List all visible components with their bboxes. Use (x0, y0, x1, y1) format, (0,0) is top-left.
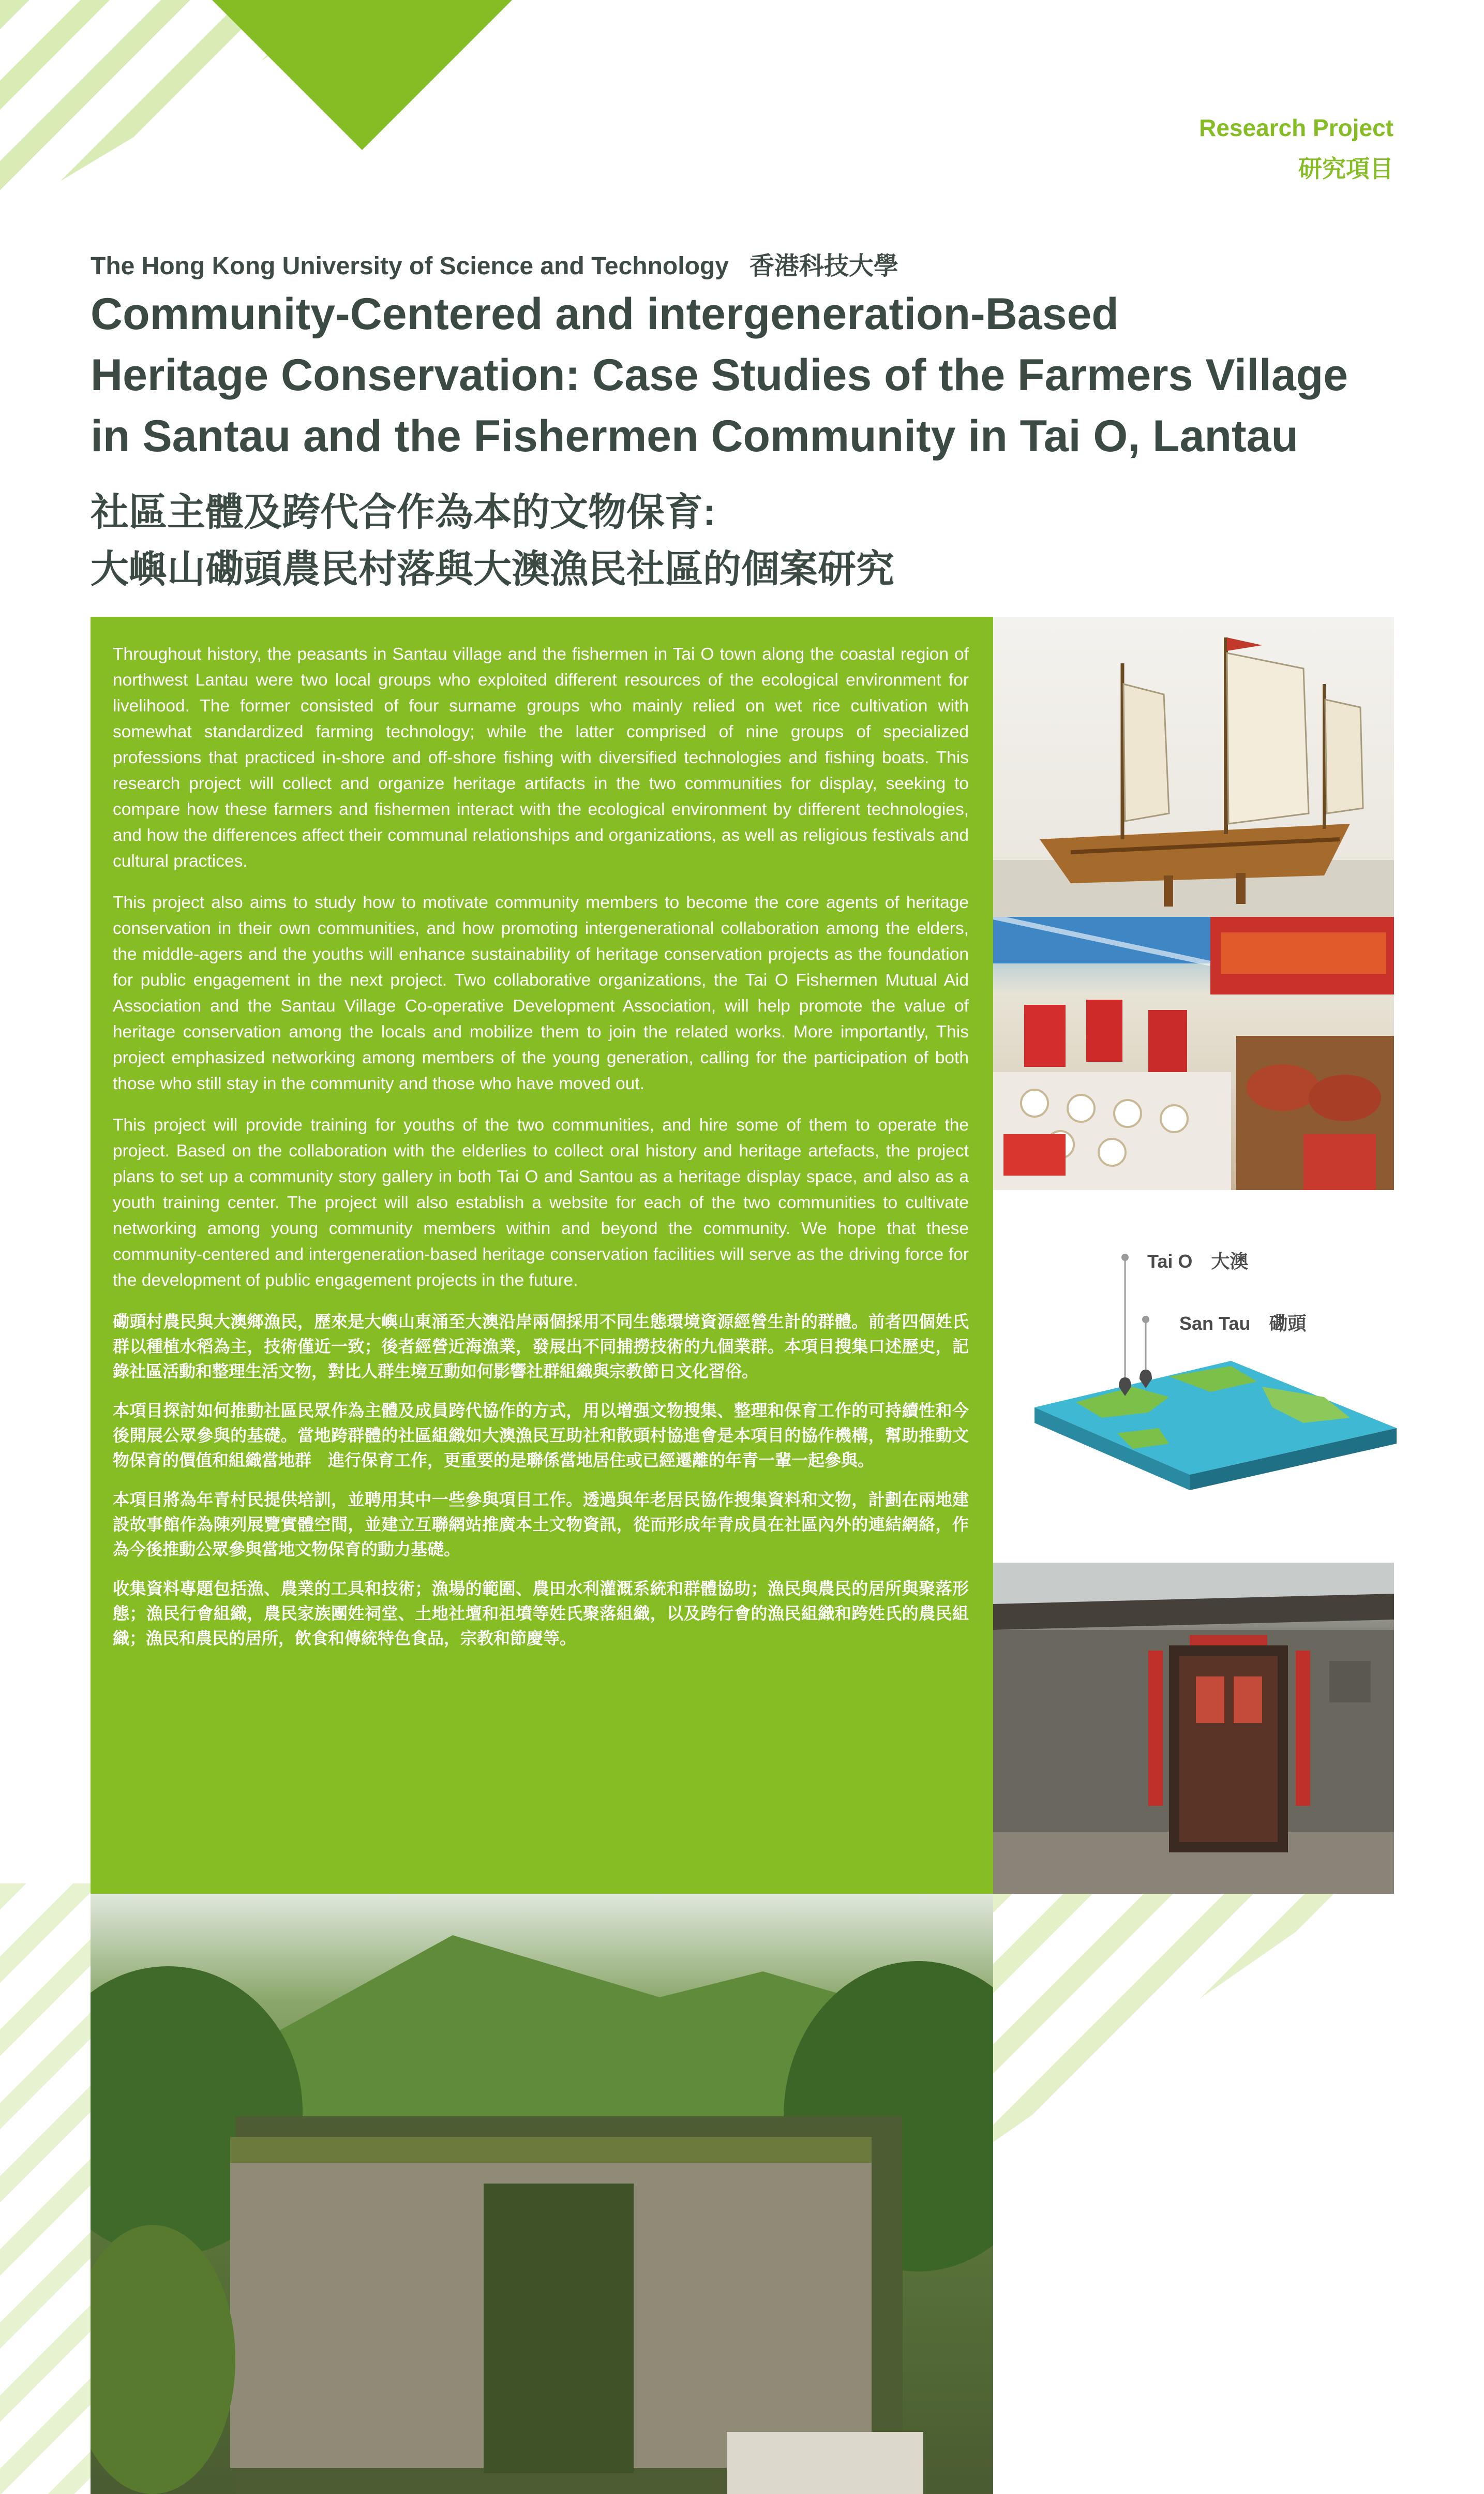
paragraph-zh-1: 磡頭村農民與大澳鄉漁民，歷來是大嶼山東涌至大澳沿岸兩個採用不同生態環境資源經營生計的群體。前者四個姓氏群以種植水稻為主，技術僅近一致；後者經營近海漁業，發展出不同捕撈技術的九個業群。本項目搜集口述歷史，記錄社區活動和整理生活文物，對比人群生境互動如何影響社群組織與宗教節日文化習俗。 (113, 1312, 969, 1380)
institution-name-zh: 香港科技大學 (749, 253, 898, 280)
paragraph-en-3: This project will provide training for youths of the two communities, and hire some of them to operate the project. Based on the collaboration with the elderlies to collect oral history and heritage artefacts, the project plans to set up a community story gallery in both Tai O and Santou as a heritage display space, and also as a youth training center. The project will also establish a website for each of the two communities to cultivate networking among young community members within and beyond the community. We hope that these community-centered and intergeneration-based heritage conservation facilities will serve as the driving force for the development of public engagement projects in the future. (113, 1116, 969, 1290)
institution-name (91, 246, 898, 281)
body-text (113, 642, 969, 1665)
paragraph-en-2: This project also aims to study how to motivate community members to become the core agents of heritage conservation in their own communities, and how promoting intergenerational collaboration among the elders, the middle-agers and the youths will enhance sustainability of heritage conservation projects as the foundation for public engagement in the next project. Two collaborative organizations, the Tai O Fishermen Mutual Aid Association and the Santau Village Co-operative Development Association, will help promote the value of heritage conservation among the locals and mobilize them to join the related works. More importantly, This project emphasized networking among members of the young generation, calling for the participation of both those who still stay in the community and those who have moved out. (113, 893, 969, 1093)
paragraph-en-1: Throughout history, the peasants in Santau village and the fishermen in Tai O town along the coastal region of northwest Lantau were two local groups who exploited different resources of the ecological environment for livelihood. The former consisted of four surname groups who mainly relied on wet rice cultivation with somewhat standardized farming technology; while the latter comprised of nine groups of specialized professions that practiced in-shore and off-shore fishing with diversified technologies and fishing boats. This research project will collect and organize heritage artifacts in the two communities for display, seeking to compare how these farmers and fishermen interact with the ecological environment by different technologies, and how the differences affect their communal relationships and organizations, as well as religious festivals and cultural practices. (113, 645, 969, 871)
photo-village-house (993, 1563, 1394, 1894)
decorative-stripes-right (993, 1883, 1366, 2142)
stone-ruin-illustration (91, 1894, 993, 2494)
photo-junk-boat-model (993, 617, 1394, 917)
map-label-san-tau: San Tau 磡頭 (1179, 1313, 1307, 1334)
page-title-en (91, 284, 1415, 467)
location-map (1014, 1231, 1407, 1501)
title-en-line-1: Community-Centered and intergeneration-Based (91, 289, 1119, 339)
research-project-label-zh: 研究項目 (1298, 155, 1393, 182)
decorative-stripes-left (0, 1883, 91, 2494)
paragraph-zh-3: 本項目將為年青村民提供培訓，並聘用其中一些參與項目工作。透過與年老居民協作搜集資料和文物，計劃在兩地建設故事館作為陳列展覽實體空間，並建立互聯網站推廣本土文物資訊，從而形成年青成員在社區內外的連結網絡，作為今後推動公眾參與當地文物保育的動力基礎。 (113, 1490, 969, 1558)
festival-illustration (993, 917, 1394, 1190)
decorative-green-triangle (212, 0, 512, 150)
photo-stone-ruin (91, 1894, 993, 2494)
paragraph-zh-4: 收集資料專題包括漁、農業的工具和技術；漁場的範圍、農田水利灌溉系統和群體協助；漁民與農民的居所與聚落形態；漁民行會組織，農民家族團姓祠堂、土地社壇和祖墳等姓氏聚落組織，以及跨行會的漁民組織和跨姓氏的農民組織；漁民和農民的居所，飲食和傳統特色食品，宗教和節慶等。 (113, 1579, 969, 1647)
village-house-illustration (993, 1563, 1394, 1894)
paragraph-zh-2: 本項目探討如何推動社區民眾作為主體及成員跨代協作的方式，用以增强文物搜集、整理和保育工作的可持續性和今後開展公眾參與的基礎。當地跨群體的社區組織如大澳漁民互助社和散頭村協進會是本項目的協作機構，幫助推動文物保育的價值和組織當地群 進行保育工作，更重要的是聯係當地居住或已經遷離的年青一輩一起參與。 (113, 1401, 969, 1469)
photo-village-festival (993, 917, 1394, 1190)
page-title-zh (91, 484, 1415, 598)
title-en-line-3: in Santau and the Fishermen Community in Tai O, Lantau (91, 411, 1298, 461)
title-zh-line-1: 社區主體及跨代合作為本的文物保育: (91, 491, 716, 533)
institution-name-en: The Hong Kong University of Science and Technology (91, 253, 729, 280)
map-label-tai-o: Tai O 大澳 (1147, 1251, 1249, 1272)
title-zh-line-2: 大嶼山磡頭農民村落與大澳漁民社區的個案研究 (91, 547, 894, 590)
research-project-label: Research Project (1199, 114, 1393, 141)
title-en-line-2: Heritage Conservation: Case Studies of the Farmers Village (91, 350, 1348, 400)
junk-boat-illustration (993, 617, 1394, 917)
